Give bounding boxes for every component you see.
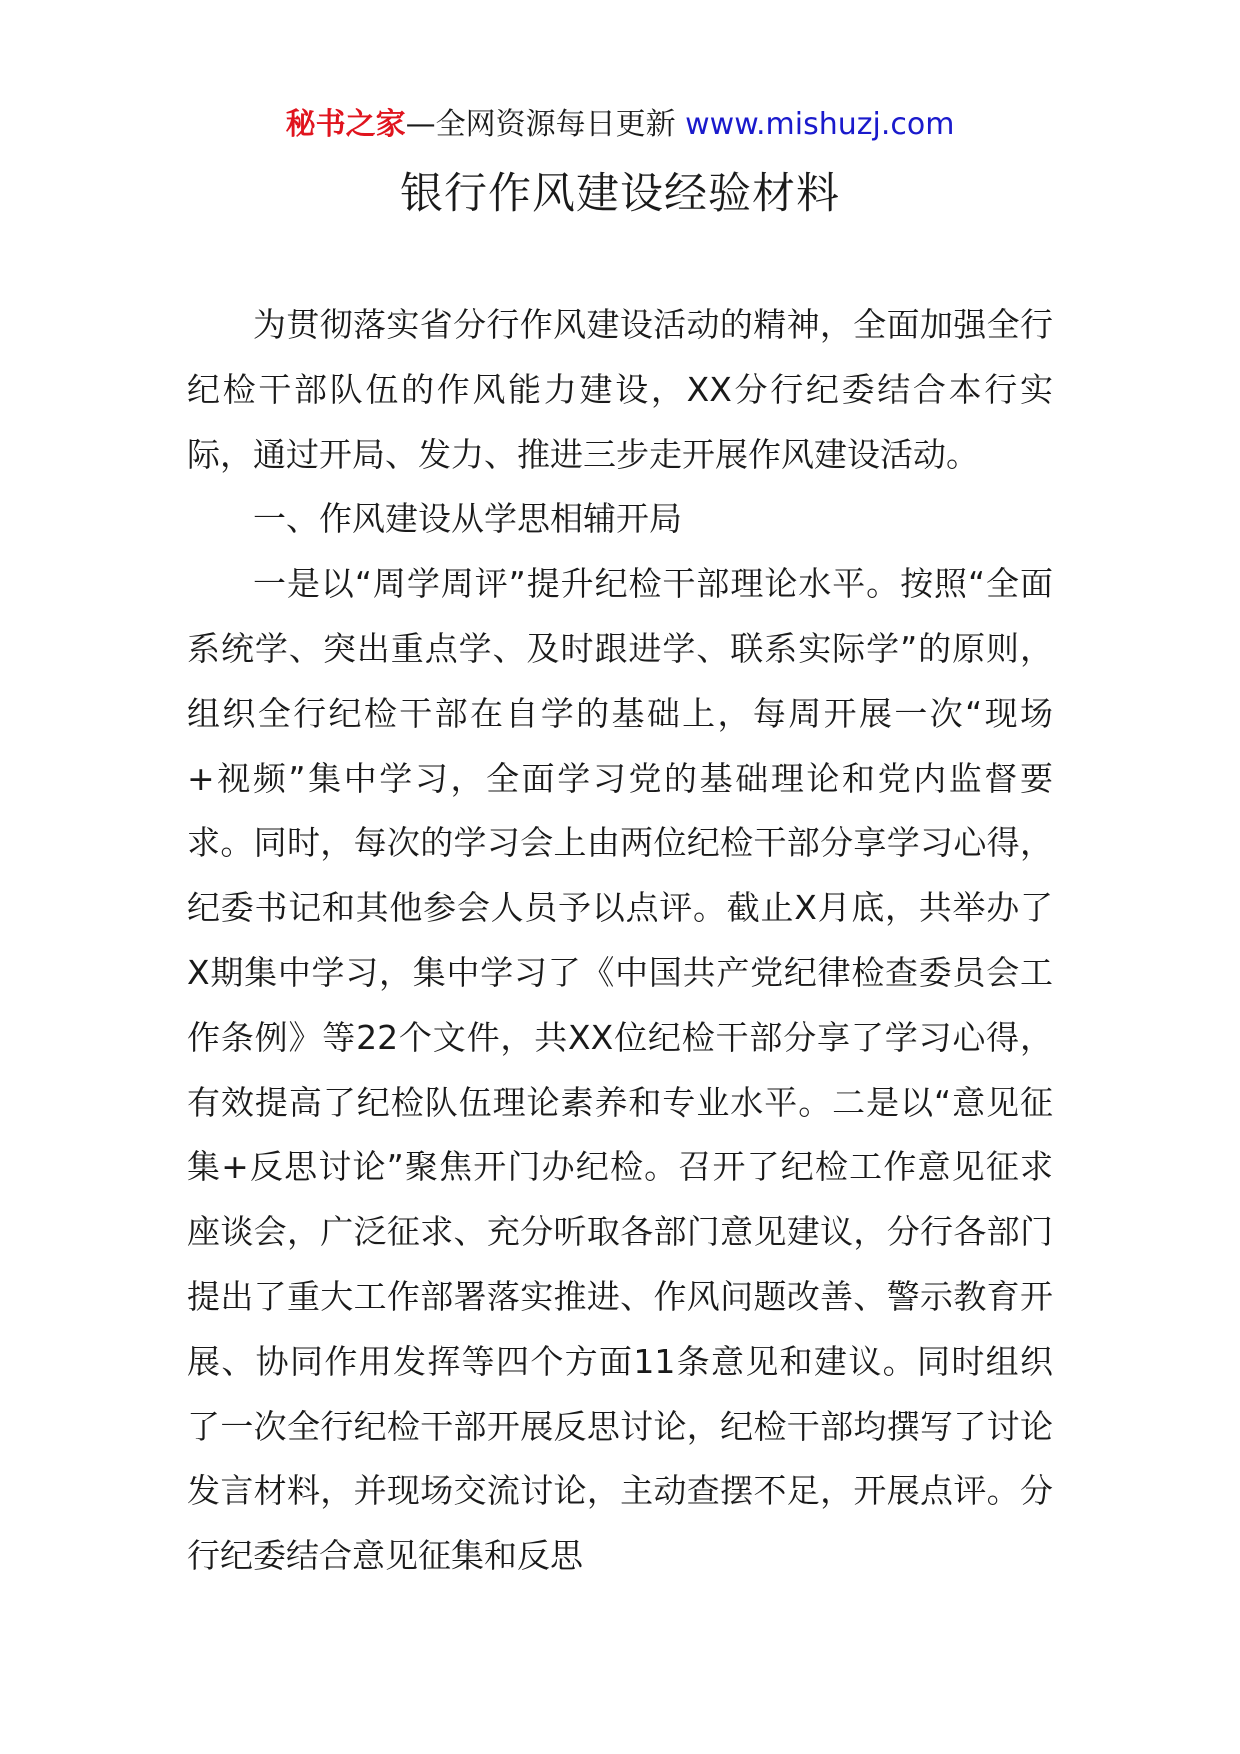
brand-name: 秘书之家 <box>285 107 406 142</box>
body-paragraph: 一是以“周学周评”提升纪检干部理论水平。按照“全面系统学、突出重点学、及时跟进学、联系实际学”的原则，组织全行纪检干部在自学的基础上，每周开展一次“现场+视频”集中学习，全面学习党的基础理论和党内监督要求。同时，每次的学习会上由两位纪检干部分享学习心得，纪委书记和其他参会人员予以点评。截止X月底，共举办了X期集中学习，集中学习了《中国共产党纪律检查委员会工作条例》等22个文件，共XX位纪检干部分享了学习心得，有效提高了纪检队伍理论素养和专业水平。二是以“意见征集+反思讨论”聚焦开门办纪检。召开了纪检工作意见征求座谈会，广泛征求、充分听取各部门意见建议，分行各部门提出了重大工作部署落实推进、作风问题改善、警示教育开展、协同作用发挥等四个方面11条意见和建议。同时组织了一次全行纪检干部开展反思讨论，纪检干部均撰写了讨论发言材料，并现场交流讨论，主动查摆不足，开展点评。分行纪委结合意见征集和反思 <box>187 564 1053 1576</box>
document-body <box>187 293 1053 1589</box>
section-heading: 一、作风建设从学思相辅开局 <box>253 499 682 539</box>
header-slogan: —全网资源每日更新 <box>405 107 676 142</box>
site-header <box>0 100 1240 150</box>
intro-paragraph: 为贯彻落实省分行作风建设活动的精神，全面加强全行纪检干部队伍的作风能力建设，XX分行纪委结合本行实际，通过开局、发力、推进三步走开展作风建设活动。 <box>187 305 1053 474</box>
document-title: 银行作风建设经验材料 <box>400 169 840 219</box>
site-url-link[interactable]: www.mishuzj.com <box>685 107 955 142</box>
